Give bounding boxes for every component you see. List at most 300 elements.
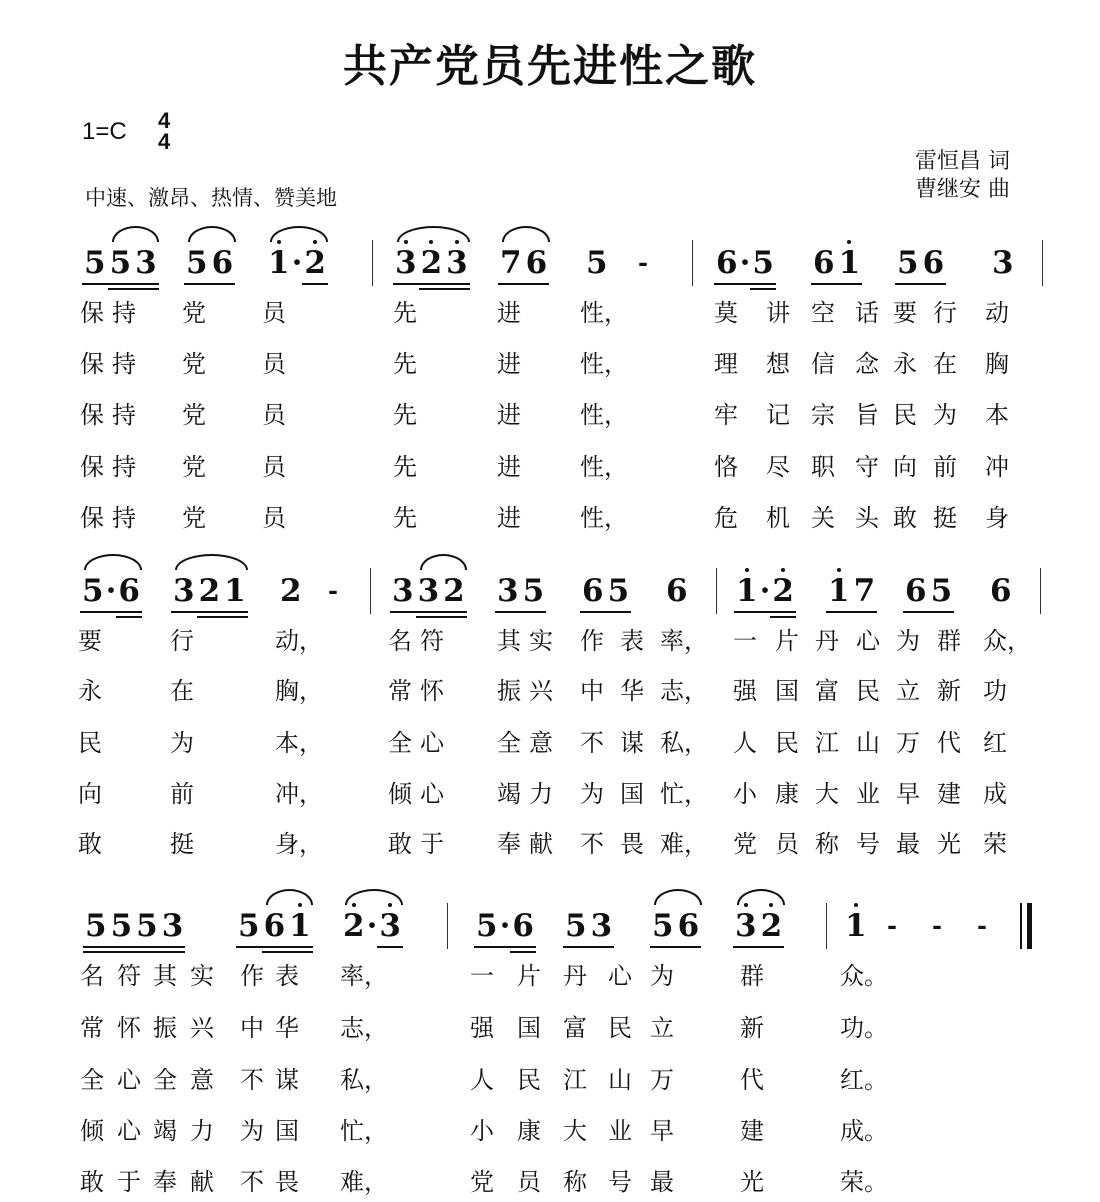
lyric-syllable: 在 <box>170 677 194 705</box>
note: 5 <box>109 909 135 943</box>
lyric-syllable: 华 <box>275 1014 299 1042</box>
note: 6 <box>580 574 606 608</box>
note: 5 <box>82 246 108 280</box>
lyric-syllable: 作 <box>580 627 604 655</box>
note: 1 <box>734 574 760 608</box>
lyric-syllable: 表 <box>275 962 299 990</box>
lyric-syllable: 忙， <box>340 1117 388 1145</box>
lyric-syllable: 国 <box>775 677 799 705</box>
lyric-syllable: 党 <box>470 1168 494 1196</box>
lyric-syllable: 献 <box>190 1168 214 1196</box>
lyric-syllable: 意 <box>190 1066 214 1094</box>
lyric-syllable: 党 <box>182 401 206 429</box>
note: 6 <box>510 909 536 943</box>
lyric-syllable: 私， <box>340 1066 388 1094</box>
note: 2 <box>302 246 328 280</box>
underline <box>733 946 759 948</box>
underline <box>811 283 837 285</box>
barline <box>826 903 827 949</box>
underline <box>441 611 467 613</box>
note-group <box>580 574 631 608</box>
lyric-syllable: 身， <box>275 830 323 858</box>
note: 5 <box>236 909 262 943</box>
lyric-syllable: 为 <box>170 729 194 757</box>
lyric-syllable: 党 <box>182 350 206 378</box>
note: 5 <box>650 909 676 943</box>
lyric-syllable: 为 <box>896 627 920 655</box>
lyric-syllable: 难， <box>340 1168 388 1196</box>
underline <box>650 946 676 948</box>
lyric-syllable: 敢于 <box>388 830 452 858</box>
barline <box>1040 568 1041 614</box>
lyric-syllable: 讲 <box>766 299 790 327</box>
lyric-syllable: 红 <box>983 729 1007 757</box>
lyric-syllable: 竭 <box>153 1117 177 1145</box>
lyric-syllable: 心 <box>117 1066 141 1094</box>
underline <box>222 616 248 618</box>
lyric-syllable: 红。 <box>840 1066 888 1094</box>
note: 3 <box>171 574 197 608</box>
lyric-syllable: 动 <box>985 299 1009 327</box>
underline <box>895 283 921 285</box>
note: 5 <box>108 246 134 280</box>
note-group <box>266 246 328 280</box>
lyric-syllable: 丹 <box>563 962 587 990</box>
lyric-syllable: 挺 <box>933 504 957 532</box>
note: 5 <box>521 574 547 608</box>
lyric-syllable: 小 <box>733 780 757 808</box>
lyric-syllable: 一 <box>470 962 494 990</box>
underline <box>495 611 521 613</box>
underline <box>377 946 403 948</box>
lyric-syllable: 力 <box>190 1117 214 1145</box>
note: 3 <box>444 246 470 280</box>
underline <box>160 946 186 948</box>
lyric-syllable: 挺 <box>170 830 194 858</box>
lyric-syllable: 中 <box>580 677 604 705</box>
note: 2 <box>197 574 223 608</box>
note: 2 <box>759 909 785 943</box>
note: 3 <box>992 245 1014 281</box>
underline <box>444 288 470 290</box>
lyric-syllable: 理 <box>714 350 738 378</box>
underline <box>83 946 109 948</box>
underline <box>236 946 262 948</box>
lyric-syllable: 大 <box>815 780 839 808</box>
lyric-syllable: 莫 <box>714 299 738 327</box>
underline <box>390 611 416 613</box>
lyric-syllable: 丹 <box>815 627 839 655</box>
note-group <box>80 574 142 608</box>
note: 5 <box>134 909 160 943</box>
underline <box>770 616 796 618</box>
underline <box>837 283 863 285</box>
lyric-syllable: 行 <box>933 299 957 327</box>
dash-note: - <box>638 248 648 277</box>
note: 1 <box>222 574 248 608</box>
lyric-syllable: 保持 <box>80 504 144 532</box>
underline <box>197 611 223 613</box>
lyric-syllable: 关 <box>811 504 835 532</box>
underline <box>760 611 771 613</box>
lyric-syllable: 号 <box>856 830 880 858</box>
lyric-syllable: 保持 <box>80 350 144 378</box>
note: 3 <box>589 909 615 943</box>
time-bottom: 4 <box>158 129 171 154</box>
dot-duration: · <box>740 246 751 280</box>
underline <box>262 946 288 948</box>
lyric-syllable: 谋 <box>275 1066 299 1094</box>
lyric-syllable: 胸， <box>275 677 323 705</box>
note: 3 <box>390 574 416 608</box>
lyric-syllable: 早 <box>650 1117 674 1145</box>
lyric-syllable: 空 <box>811 299 835 327</box>
lyric-syllable: 江 <box>563 1066 587 1094</box>
note: 5 <box>929 574 955 608</box>
underline <box>210 283 236 285</box>
lyric-syllable: 新 <box>740 1014 764 1042</box>
underline <box>134 951 160 953</box>
note: 5 <box>184 246 210 280</box>
lyric-syllable: 本， <box>275 729 323 757</box>
lyric-syllable: 名符 <box>388 627 452 655</box>
lyric-syllable: 全意 <box>497 729 561 757</box>
note: 3 <box>495 574 521 608</box>
lyric-syllable: 念 <box>855 350 879 378</box>
slur <box>654 889 702 905</box>
lyric-syllable: 尽 <box>766 453 790 481</box>
barline <box>447 903 448 949</box>
barline <box>372 240 373 286</box>
dash-note: - <box>328 576 338 605</box>
lyric-syllable: 功 <box>983 677 1007 705</box>
lyric-syllable: 华 <box>620 677 644 705</box>
lyric-syllable: 党 <box>182 504 206 532</box>
lyric-syllable: 业 <box>608 1117 632 1145</box>
lyric-syllable: 宗 <box>811 401 835 429</box>
lyric-syllable: 山 <box>856 729 880 757</box>
dot-duration: · <box>366 908 378 944</box>
tempo-marking: 中速、激昂、热情、赞美地 <box>85 186 337 210</box>
dash-note: - <box>977 911 987 940</box>
lyric-syllable: 建 <box>740 1117 764 1145</box>
lyric-syllable: 民 <box>608 1014 632 1042</box>
underline <box>524 283 550 285</box>
note: 2 <box>441 574 467 608</box>
lyric-syllable: 为 <box>933 401 957 429</box>
lyric-syllable: 进 <box>497 401 521 429</box>
lyric-syllable: 不 <box>580 729 604 757</box>
note: 7 <box>498 246 524 280</box>
time-signature <box>158 110 170 152</box>
lyric-syllable: 全 <box>80 1066 104 1094</box>
lyric-syllable: 本 <box>985 401 1009 429</box>
lyric-syllable: 头 <box>855 504 879 532</box>
lyric-syllable: 在 <box>933 350 957 378</box>
underline <box>108 288 134 290</box>
lyric-syllable: 志， <box>660 677 708 705</box>
note-group <box>495 574 546 608</box>
barline <box>692 240 693 286</box>
underline <box>287 951 313 953</box>
lyric-syllable: 先 <box>393 401 417 429</box>
lyric-syllable: 敢 <box>78 830 102 858</box>
underline <box>498 283 524 285</box>
lyric-syllable: 最 <box>896 830 920 858</box>
note-group <box>584 246 610 280</box>
lyric-syllable: 新 <box>937 677 961 705</box>
lyric-syllable: 谋 <box>620 729 644 757</box>
lyric-syllable: 民 <box>775 729 799 757</box>
lyric-syllable: 性， <box>580 299 628 327</box>
final-barline-thick <box>1027 903 1032 949</box>
lyric-syllable: 性， <box>580 453 628 481</box>
note-group <box>650 909 701 943</box>
lyric-syllable: 倾 <box>80 1117 104 1145</box>
note: 2 <box>770 574 796 608</box>
underline <box>302 283 328 285</box>
lyric-syllable: 称 <box>815 830 839 858</box>
underline <box>197 616 223 618</box>
lyric-syllable: 永 <box>893 350 917 378</box>
lyric-syllable: 早 <box>896 780 920 808</box>
note: 5 <box>80 574 106 608</box>
underline <box>83 951 109 953</box>
lyric-syllable: 性， <box>580 350 628 378</box>
note: 6 <box>116 574 142 608</box>
underline <box>393 283 419 285</box>
dash-note: - <box>932 911 942 940</box>
underline <box>580 611 606 613</box>
note: 1 <box>837 246 863 280</box>
underline <box>770 611 796 613</box>
lyric-syllable: 强 <box>470 1014 494 1042</box>
lyric-syllable: 旨 <box>855 401 879 429</box>
lyric-syllable: 员 <box>262 299 286 327</box>
note-group <box>82 246 159 280</box>
lyric-syllable: 振兴 <box>497 677 561 705</box>
note-group <box>664 574 690 608</box>
lyric-syllable: 倾心 <box>388 780 452 808</box>
note-group <box>903 574 954 608</box>
lyric-syllable: 符 <box>117 962 141 990</box>
key-signature: 1=C <box>82 118 127 145</box>
lyric-syllable: 国 <box>620 780 644 808</box>
lyric-syllable: 率， <box>660 627 708 655</box>
lyric-syllable: 前 <box>933 453 957 481</box>
barline <box>370 568 371 614</box>
lyric-syllable: 员 <box>262 401 286 429</box>
underline <box>133 288 159 290</box>
lyric-syllable: 大 <box>563 1117 587 1145</box>
lyric-syllable: 常 <box>80 1014 104 1042</box>
underline <box>563 946 589 948</box>
octave-dot-above <box>854 903 858 907</box>
underline <box>108 283 134 285</box>
composer-credit: 曹继安 曲 <box>915 177 1010 202</box>
lyric-syllable: 要 <box>893 299 917 327</box>
lyricist-credit: 雷恒昌 词 <box>915 149 1010 174</box>
lyric-syllable: 信 <box>811 350 835 378</box>
underline <box>500 946 511 948</box>
underline <box>929 611 955 613</box>
lyric-syllable: 畏 <box>275 1168 299 1196</box>
underline <box>606 611 632 613</box>
note-group <box>236 909 313 943</box>
lyric-syllable: 不 <box>240 1066 264 1094</box>
lyric-syllable: 为 <box>580 780 604 808</box>
note-group <box>930 909 944 943</box>
note-group <box>811 246 862 280</box>
lyric-syllable: 万 <box>650 1066 674 1094</box>
note: 7 <box>852 574 878 608</box>
note: 3 <box>416 574 442 608</box>
lyric-syllable: 敢 <box>80 1168 104 1196</box>
lyric-syllable: 向 <box>78 780 102 808</box>
lyric-syllable: 奉献 <box>497 830 561 858</box>
lyric-syllable: 光 <box>740 1168 764 1196</box>
underline <box>160 951 186 953</box>
note: 2 <box>341 909 367 943</box>
slur <box>397 226 470 242</box>
underline <box>416 611 442 613</box>
note: 1 <box>287 909 313 943</box>
lyric-syllable: 强 <box>733 677 757 705</box>
note-group <box>636 246 650 280</box>
lyric-syllable: 民 <box>893 401 917 429</box>
underline <box>116 611 142 613</box>
note: 5 <box>750 246 776 280</box>
note: 6 <box>811 246 837 280</box>
octave-dot-above <box>847 240 851 244</box>
barline <box>716 568 717 614</box>
lyric-syllable: 记 <box>766 401 790 429</box>
lyric-syllable: 不 <box>580 830 604 858</box>
lyric-syllable: 为 <box>650 962 674 990</box>
lyric-syllable: 号 <box>608 1168 632 1196</box>
lyric-syllable: 片 <box>517 962 541 990</box>
lyric-syllable: 民 <box>856 677 880 705</box>
lyric-syllable: 荣。 <box>840 1168 888 1196</box>
note-group <box>734 574 796 608</box>
dot-duration: · <box>291 245 303 281</box>
underline <box>521 611 547 613</box>
lyric-syllable: 名 <box>80 962 104 990</box>
underline <box>184 283 210 285</box>
lyric-syllable: 党 <box>182 299 206 327</box>
lyric-syllable: 立 <box>896 677 920 705</box>
note: 5 <box>474 909 500 943</box>
lyric-syllable: 为 <box>240 1117 264 1145</box>
note: 6 <box>903 574 929 608</box>
lyric-syllable: 想 <box>766 350 790 378</box>
lyric-syllable: 常怀 <box>388 677 452 705</box>
lyric-syllable: 前 <box>170 780 194 808</box>
lyric-syllable: 代 <box>740 1066 764 1094</box>
lyric-syllable: 不 <box>240 1168 264 1196</box>
slur <box>270 226 328 242</box>
note-group <box>988 574 1014 608</box>
lyric-syllable: 保持 <box>80 299 144 327</box>
lyric-syllable: 员 <box>262 504 286 532</box>
lyric-syllable: 富 <box>563 1014 587 1042</box>
underline <box>109 946 135 948</box>
underline <box>734 611 760 613</box>
note-group <box>278 574 304 608</box>
octave-dot-above <box>837 568 841 572</box>
dash-note: - <box>887 911 897 940</box>
lyric-syllable: 心 <box>608 962 632 990</box>
note-group <box>184 246 235 280</box>
lyric-syllable: 怀 <box>117 1014 141 1042</box>
underline <box>116 616 142 618</box>
note: 1 <box>843 909 869 943</box>
lyric-syllable: 永 <box>78 677 102 705</box>
lyric-syllable: 保持 <box>80 401 144 429</box>
lyric-syllable: 胸 <box>985 350 1009 378</box>
underline <box>589 946 615 948</box>
lyric-syllable: 冲 <box>985 453 1009 481</box>
lyric-syllable: 众。 <box>840 962 888 990</box>
underline <box>903 611 929 613</box>
note: 6 <box>210 246 236 280</box>
underline <box>262 951 288 953</box>
slur <box>345 889 403 905</box>
lyric-syllable: 国 <box>517 1014 541 1042</box>
underline <box>676 946 702 948</box>
note-group <box>474 909 536 943</box>
note: 6 <box>666 573 688 609</box>
lyric-syllable: 荣 <box>983 830 1007 858</box>
note-group <box>885 909 899 943</box>
lyric-syllable: 竭力 <box>497 780 561 808</box>
note: 6 <box>921 246 947 280</box>
underline <box>133 283 159 285</box>
lyric-syllable: 国 <box>275 1117 299 1145</box>
underline <box>80 611 106 613</box>
lyric-syllable: 私， <box>660 729 708 757</box>
lyric-syllable: 表 <box>620 627 644 655</box>
lyric-syllable: 心 <box>117 1117 141 1145</box>
lyric-syllable: 小 <box>470 1117 494 1145</box>
octave-dot-above <box>781 568 785 572</box>
note: 5 <box>563 909 589 943</box>
lyric-syllable: 进 <box>497 299 521 327</box>
note: 2 <box>419 246 445 280</box>
underline <box>416 616 442 618</box>
lyric-syllable: 性， <box>580 401 628 429</box>
lyric-syllable: 一 <box>733 627 757 655</box>
note-group <box>83 909 185 943</box>
note-group <box>975 909 989 943</box>
lyric-syllable: 功。 <box>840 1014 888 1042</box>
note: 6 <box>524 246 550 280</box>
slur <box>84 554 142 570</box>
note-group <box>393 246 470 280</box>
lyric-syllable: 敢 <box>893 504 917 532</box>
slur <box>175 554 248 570</box>
lyric-syllable: 心 <box>856 627 880 655</box>
lyric-syllable: 万 <box>896 729 920 757</box>
octave-dot-above <box>745 568 749 572</box>
note-group <box>714 246 776 280</box>
slur <box>112 226 159 242</box>
underline <box>474 946 500 948</box>
lyric-syllable: 成。 <box>840 1117 888 1145</box>
note: 6 <box>676 909 702 943</box>
underline <box>921 283 947 285</box>
note-group <box>390 574 467 608</box>
